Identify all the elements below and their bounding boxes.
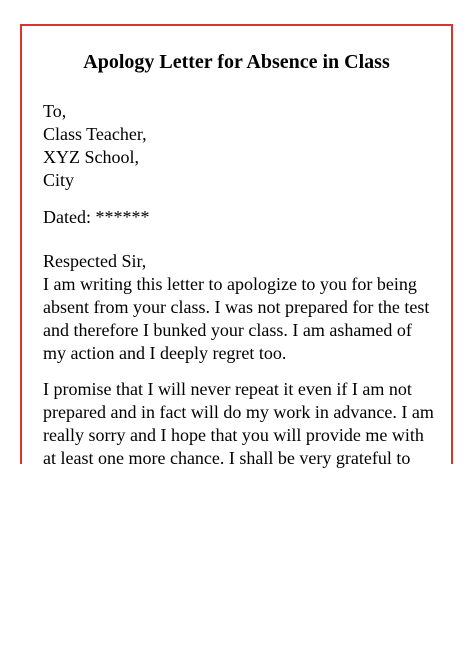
address-line: To,: [43, 101, 67, 121]
date-line: Dated: ******: [43, 207, 150, 227]
letter-content: [22, 26, 451, 468]
address-line: Class Teacher,: [43, 124, 147, 144]
letter-body-paragraph-1: [43, 250, 435, 365]
recipient-address: [43, 100, 435, 192]
letter-date: [43, 206, 435, 229]
body-line: my action and I deeply regret too.: [43, 343, 287, 363]
address-line: City: [43, 170, 75, 190]
address-line: XYZ School,: [43, 147, 139, 167]
body-line: really sorry and I hope that you will provide me with: [43, 425, 424, 445]
body-line: I promise that I will never repeat it even if I am not: [43, 379, 412, 399]
salutation: Respected Sir,: [43, 251, 147, 271]
body-line: prepared and in fact will do my work in advance. I am: [43, 402, 434, 422]
body-line: at least one more chance. I shall be very grateful to: [43, 448, 411, 468]
body-line: I am writing this letter to apologize to you for being: [43, 274, 417, 294]
body-line: and therefore I bunked your class. I am ashamed of: [43, 320, 412, 340]
letter-body-paragraph-2: [43, 378, 435, 470]
letter-title: Apology Letter for Absence in Class: [83, 51, 390, 73]
body-line: absent from your class. I was not prepared for the test: [43, 297, 430, 317]
